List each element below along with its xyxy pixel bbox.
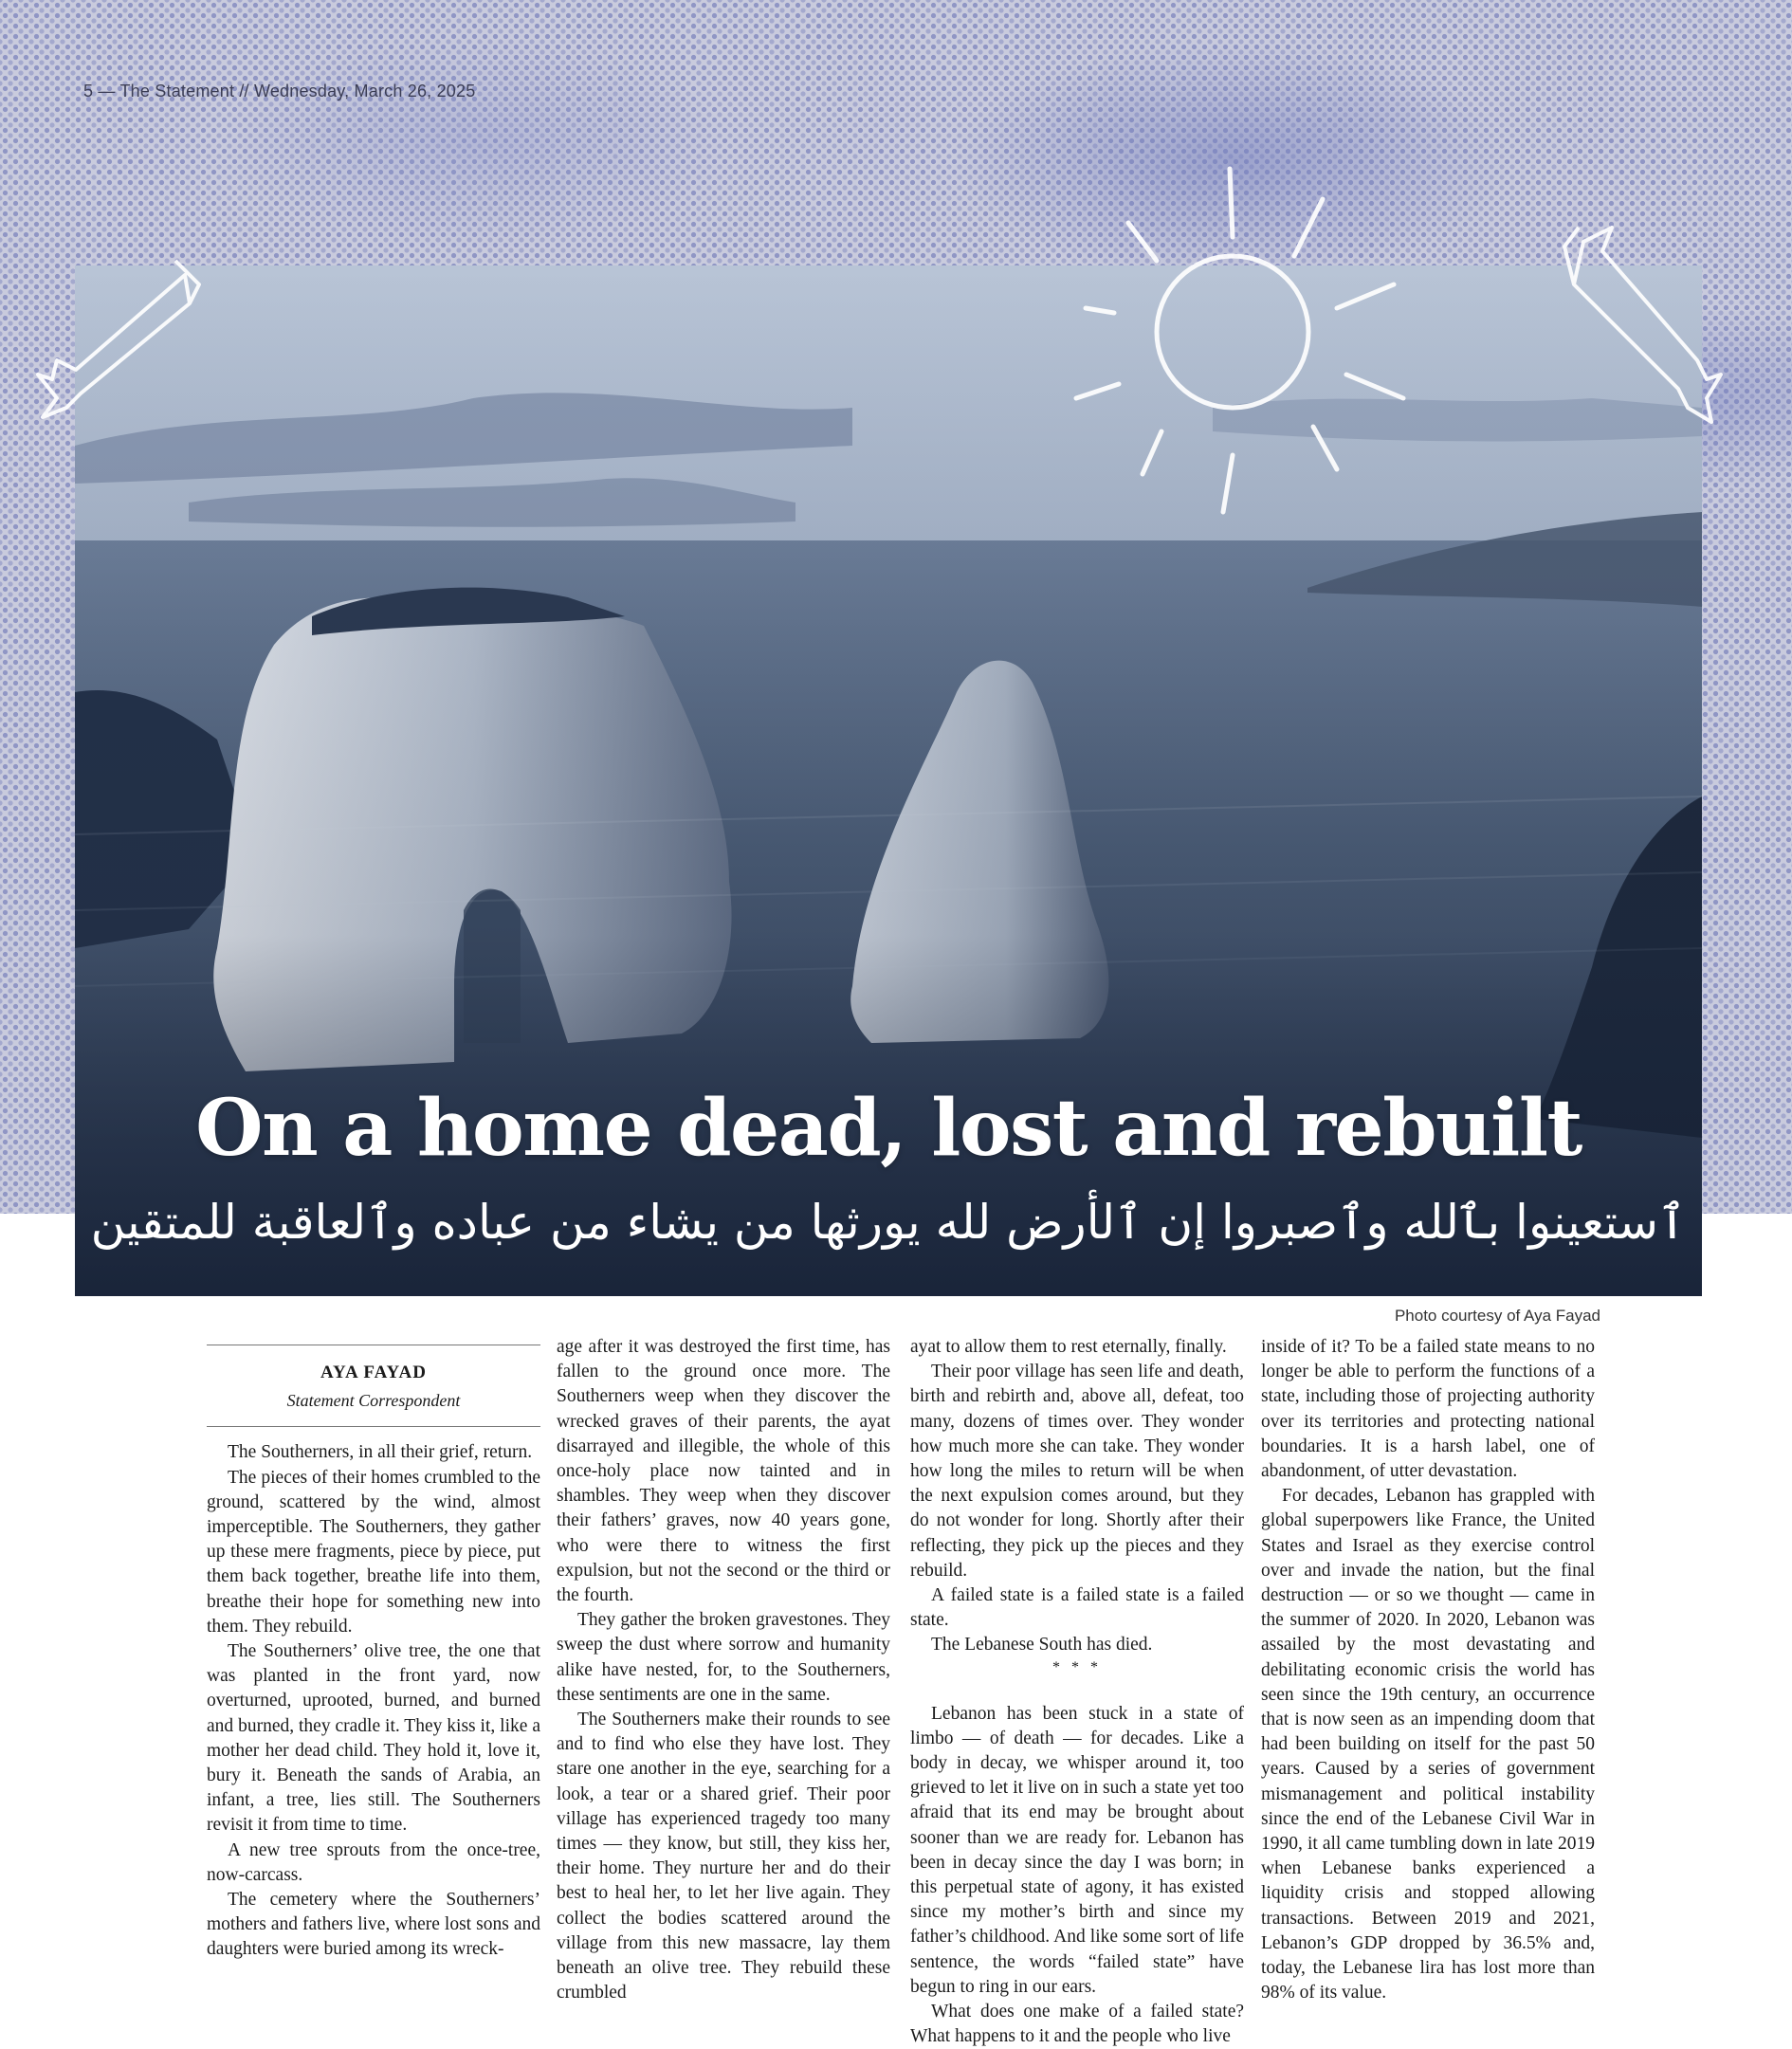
paragraph: They gather the broken gravestones. They sweep the dust where sorrow and humanity alike have nested, for, to the Southerners, these sentiments are one in the same.	[557, 1610, 890, 1705]
paragraph: The Lebanese South has died.	[931, 1635, 1153, 1656]
article-column-2	[557, 1335, 890, 2005]
paragraph: The Southerners’ olive tree, the one that was planted in the front yard, now overturned, uprooted, burned, and burned and burned, they cradle it. They kiss it, like a mother her dead child. They hold it, love it, bury it. Beneath the sands of Arabia, an infant, a tree, lies still. The Southerners revisit it from time to time.	[207, 1641, 540, 1836]
author-name: AYA FAYAD	[320, 1363, 427, 1382]
paragraph: For decades, Lebanon has grappled with global superpowers like France, the United States and Israel as they exercise control over and invade the nation, but the final destruction — or so we thought — came in the summer of 2020. In 2020, Lebanon was assailed by the most devastating and debilitating economic crisis the world has seen since the 19th century, an occurrence that is now seen as an impending doom that had been building on itself for the past 50 years. Caused by a series of government mismanagement and political instability since the end of the Lebanese Civil War in 1990, it all came tumbling down in late 2019 when Lebanese banks experienced a liquidity crisis and stopped allowing transactions. Between 2019 and 2021, Lebanon’s GDP dropped by 36.5% and, today, the Lebanese lira has lost more than 98% of its value.	[1261, 1486, 1595, 2003]
paragraph: inside of it? To be a failed state means to no longer be able to perform the functions of a state, including those of projecting authority over its territories and protecting national boundaries. It is a harsh label, one of abandonment, of utter devastation.	[1261, 1337, 1595, 1482]
section-break: * * *	[1052, 1658, 1102, 1675]
article-column-1	[207, 1345, 540, 1963]
paragraph: The Southerners, in all their grief, return.	[228, 1442, 533, 1463]
paragraph: age after it was destroyed the first time, has fallen to the ground once more. The Southerners weep when they discover the wrecked graves of their parents, the ayat disarrayed and illegible, the whole of this once-holy place now tainted and in shambles. They weep when they discover their fathers’ graves, now 40 years gone, who were there to witness the first expulsion, but not the second or the third or the fourth.	[557, 1337, 890, 1606]
paragraph: Their poor village has seen life and death, birth and rebirth and, above all, defeat, too many, dozens of times over. They wonder how much more she can take. They wonder how long the miles to return will be when the next expulsion comes around, but they do not wonder for long. Shortly after their reflecting, they pick up the pieces and they rebuild.	[910, 1362, 1244, 1581]
paragraph: Lebanon has been stuck in a state of limbo — of death — for decades. Like a body in decay, we whisper around it, too grieved to let it live on in such a state yet too afraid that its end may be brought about sooner than we are ready for. Lebanon has been in decay since the day I was born; in this perpetual state of agony, it has existed since my mother’s birth and since my father’s childhood. And like some sort of life sentence, the words “failed state” have begun to ring in our ears.	[910, 1703, 1244, 1997]
paragraph: A failed state is a failed state is a failed state.	[910, 1585, 1244, 1631]
paragraph: What does one make of a failed state? What happens to it and the people who live	[910, 2002, 1244, 2047]
page-folio: 5 — The Statement // Wednesday, March 26, 2025	[83, 82, 476, 101]
byline	[207, 1345, 540, 1427]
article-column-4	[1261, 1335, 1595, 2005]
paragraph: ayat to allow them to rest eternally, finally.	[910, 1337, 1227, 1357]
article-column-3	[910, 1335, 1244, 2049]
author-role: Statement Correspondent	[286, 1391, 461, 1411]
arabic-subtitle: ٱستعينوا بٱلله وٱصبروا إن ٱلأرض لله يورثها من يشاء من عباده وٱلعاقبة للمتقين	[90, 1195, 1687, 1250]
photo-credit: Photo courtesy of Aya Fayad	[1394, 1307, 1600, 1325]
paragraph: The Southerners make their rounds to see and to find who else they have lost. They stare one another in the eye, searching for a look, a tear or a shared grief. Their poor village has experienced tragedy too many times — they know, but still, they kiss her, their home. They nurture her and do their best to heal her, to let her live again. They collect the bodies scattered around the village from this new massacre, lay them beneath an olive tree. They rebuild these crumbled	[557, 1710, 890, 2003]
headline: On a home dead, lost and rebuilt	[195, 1083, 1582, 1174]
hero-photo	[75, 265, 1702, 1296]
paragraph: A new tree sprouts from the once-tree, now-carcass.	[207, 1839, 540, 1885]
paragraph: The cemetery where the Southerners’ mothers and fathers live, where lost sons and daughters were buried among its wreck-	[207, 1890, 540, 1960]
paragraph: The pieces of their homes crumbled to the ground, scattered by the wind, almost imperceptible. The Southerners, they gather up these mere fragments, piece by piece, put them back together, breathe life into them, breathe their hope for something new into them. They rebuild.	[207, 1467, 540, 1637]
